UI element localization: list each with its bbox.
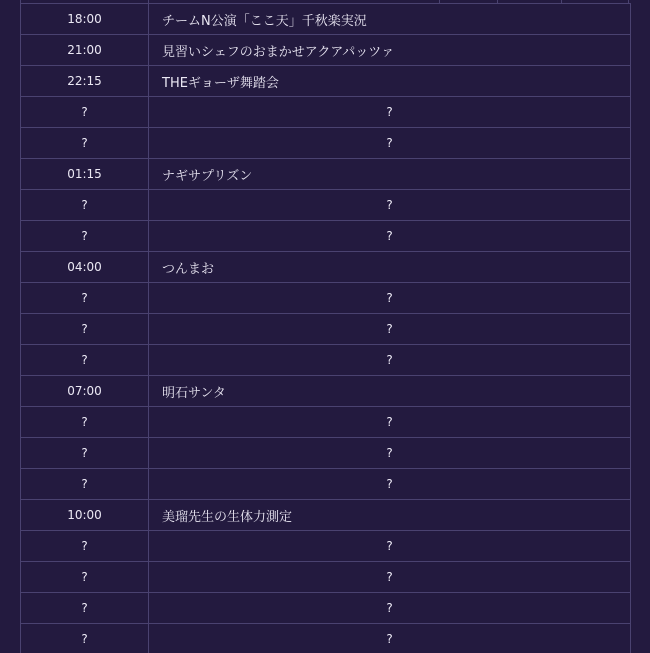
table-row (21, 189, 630, 220)
table-row (21, 561, 630, 592)
time-cell: ? (21, 469, 149, 499)
program-title-cell: ? (386, 415, 393, 429)
time-cell: ? (21, 97, 149, 127)
table-row (21, 530, 630, 561)
schedule-table (20, 3, 631, 653)
time-cell: 22:15 (21, 66, 149, 96)
table-row (21, 282, 630, 313)
table-row (21, 437, 630, 468)
time-cell: ? (21, 190, 149, 220)
program-title-cell: ? (386, 446, 393, 460)
time-cell: ? (21, 531, 149, 561)
time-cell: ? (21, 221, 149, 251)
table-row (21, 220, 630, 251)
time-cell: 07:00 (21, 376, 149, 406)
program-title-cell: ? (386, 570, 393, 584)
time-cell: 18:00 (21, 4, 149, 34)
time-cell: 21:00 (21, 35, 149, 65)
program-title-cell: 見習いシェフのおまかせアクアパッツァ (162, 44, 395, 60)
table-row (21, 96, 630, 127)
time-cell: 01:15 (21, 159, 149, 189)
program-title-cell: ? (386, 477, 393, 491)
program-title-cell: ? (386, 198, 393, 212)
time-cell: ? (21, 562, 149, 592)
program-title-cell: ? (386, 601, 393, 615)
time-cell: ? (21, 407, 149, 437)
program-title-cell: ? (386, 105, 393, 119)
time-cell: ? (21, 593, 149, 623)
table-row (21, 344, 630, 375)
table-row (21, 127, 630, 158)
time-cell: ? (21, 624, 149, 653)
time-cell: ? (21, 283, 149, 313)
time-cell: ? (21, 314, 149, 344)
program-title-cell: ? (386, 229, 393, 243)
time-cell: ? (21, 438, 149, 468)
table-row (21, 65, 630, 96)
table-row (21, 592, 630, 623)
table-row (21, 251, 630, 282)
time-cell: ? (21, 345, 149, 375)
program-title-cell: ? (386, 539, 393, 553)
program-title-cell: ? (386, 291, 393, 305)
program-title-cell: つんまお (162, 261, 215, 277)
program-title-cell: ? (386, 353, 393, 367)
table-row (21, 499, 630, 530)
program-title-cell: ? (386, 632, 393, 646)
table-row (21, 313, 630, 344)
table-row (21, 375, 630, 406)
table-row (21, 623, 630, 653)
program-title-cell: チームN公演「ここ天」千秋楽実況 (162, 13, 367, 29)
program-title-cell: 美瑠先生の生体力測定 (162, 509, 293, 525)
table-row (21, 3, 630, 34)
table-row (21, 468, 630, 499)
program-title-cell: ナギサプリズン (162, 168, 253, 184)
program-title-cell: 明石サンタ (162, 385, 226, 401)
time-cell: ? (21, 128, 149, 158)
table-row (21, 34, 630, 65)
table-row (21, 406, 630, 437)
program-title-cell: ? (386, 322, 393, 336)
program-title-cell: THEギョーザ舞踏会 (162, 75, 279, 91)
table-row (21, 158, 630, 189)
time-cell: 04:00 (21, 252, 149, 282)
time-cell: 10:00 (21, 500, 149, 530)
program-title-cell: ? (386, 136, 393, 150)
